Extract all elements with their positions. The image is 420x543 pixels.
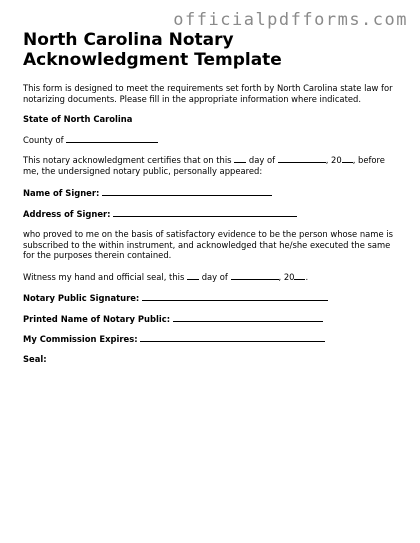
county-label: County of — [23, 134, 64, 145]
intro-paragraph: This form is designed to meet the requirements set forth by North Carolina state law for notarizing documents. Please fill in the appropriate information where indicated. — [23, 83, 393, 104]
witness-line — [23, 271, 401, 283]
cert-month-blank[interactable] — [278, 154, 326, 163]
signer-name-blank[interactable] — [102, 187, 272, 196]
certification-paragraph — [23, 154, 401, 176]
proved-paragraph: who proved to me on the basis of satisfactory evidence to be the person whose name is subscribed to the within instrument, and acknowledged that he/she executed the same for the purposes therein contained. — [23, 229, 393, 260]
notary-signature-blank[interactable] — [142, 292, 328, 301]
signer-address-label: Address of Signer: — [23, 208, 111, 219]
signer-name-line — [23, 187, 401, 199]
commission-label: My Commission Expires: — [23, 334, 138, 344]
signer-address-line — [23, 208, 401, 220]
document-page — [23, 30, 401, 364]
signer-address-blank[interactable] — [113, 208, 297, 217]
commission-blank[interactable] — [140, 333, 325, 342]
county-blank[interactable] — [66, 134, 158, 143]
notary-signature-line — [23, 292, 401, 304]
cert-text-2: day of — [248, 155, 276, 165]
witness-text-2: day of — [201, 271, 228, 282]
witness-year-blank[interactable] — [294, 271, 305, 280]
cert-text-1: This notary acknowledgment certifies that on this — [23, 155, 232, 165]
witness-text-3: , 20 — [278, 271, 295, 282]
cert-text-4: , before me, the undersigned notary public, personally appeared: — [23, 155, 385, 176]
witness-month-blank[interactable] — [231, 271, 279, 280]
cert-day-blank[interactable] — [234, 154, 246, 163]
cert-year-blank[interactable] — [342, 154, 353, 163]
seal-label: Seal: — [23, 353, 47, 364]
state-heading: State of North Carolina — [23, 114, 133, 124]
commission-line — [23, 333, 401, 345]
cert-text-3: , 20 — [325, 155, 342, 165]
printed-name-line — [23, 313, 401, 325]
printed-name-label: Printed Name of Notary Public: — [23, 313, 171, 324]
county-line — [23, 134, 401, 146]
document-title: North Carolina Notary Acknowledgment Template — [23, 30, 282, 70]
witness-text-4: . — [305, 271, 309, 282]
watermark-logo: officialpdfforms.com — [173, 10, 408, 30]
notary-signature-label: Notary Public Signature: — [23, 293, 140, 303]
seal-line — [23, 354, 401, 365]
signer-name-label: Name of Signer: — [23, 188, 100, 198]
witness-text-1: Witness my hand and official seal, this — [23, 271, 185, 282]
printed-name-blank[interactable] — [173, 313, 323, 322]
witness-day-blank[interactable] — [187, 271, 199, 280]
